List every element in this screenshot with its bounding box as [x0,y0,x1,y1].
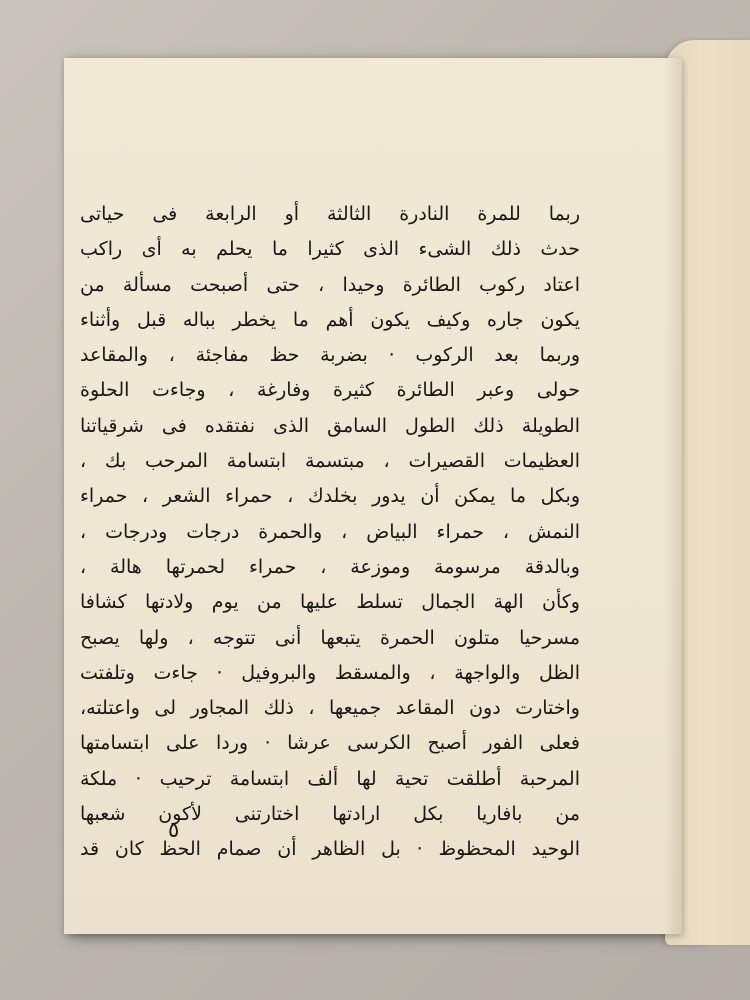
text-line-1: ربما للمرة النادرة الثالثة أو الرابعة فى حياتى [80,203,580,225]
page-number: ٥ [168,818,180,842]
text-line-11: وبالدقة مرسومة وموزعة ، حمراء لحمرتها هالة ، [80,555,580,578]
text-line-18: من بافاريا بكل ارادتها اختارتنى لأكون شعبها [80,803,580,826]
text-line-4: يكون جاره وكيف يكون أهم ما يخطر بباله قبل وأثناء [80,308,580,331]
text-line-14: الظل والواجهة ، والمسقط والبروفيل · جاءت وتلفتت [80,661,580,684]
text-line-12: وكأن الهة الجمال تسلط عليها من يوم ولادتها كشافا [80,591,580,614]
text-line-15: واختارت دون المقاعد جميعها ، ذلك المجاور لى واعتلته، [80,697,580,720]
text-line-3: اعتاد ركوب الطائرة وحيدا ، حتى أصبحت مسألة من [80,273,580,296]
text-line-19: الوحيد المحظوظ · بل الظاهر أن صمام الحظ كان قد [80,838,580,861]
text-line-2: حدث ذلك الشىء الذى كثيرا ما يحلم به أى راكب [80,238,580,261]
text-line-6: حولى وعبر الطائرة كثيرة وفارغة ، وجاءت الحلوة [80,379,580,402]
text-line-9: وبكل ما يمكن أن يدور بخلدك ، حمراء الشعر ، حمراء [80,485,580,508]
text-line-16: فعلى الفور أصبح الكرسى عرشا · وردا على ابتسامتها [80,732,580,755]
text-line-17: المرحبة أطلقت تحية لها ألف ابتسامة ترحيب · ملكة [80,767,580,790]
text-line-10: النمش ، حمراء البياض ، والحمرة درجات ودرجات ، [80,520,580,543]
page-gutter-shadow [664,58,682,934]
text-line-8: العظيمات القصيرات ، مبتسمة ابتسامة المرحب بك ، [80,450,580,473]
text-line-5: وربما بعد الركوب · بضربة حظ مفاجئة ، والمقاعد [80,344,580,367]
body-text [80,197,580,868]
text-line-13: مسرحيا متلون الحمرة يتبعها أنى تتوجه ، ولها يصبح [80,626,580,649]
text-line-7: الطويلة ذلك الطول السامق الذى نفتقده فى شرقياتنا [80,414,580,437]
